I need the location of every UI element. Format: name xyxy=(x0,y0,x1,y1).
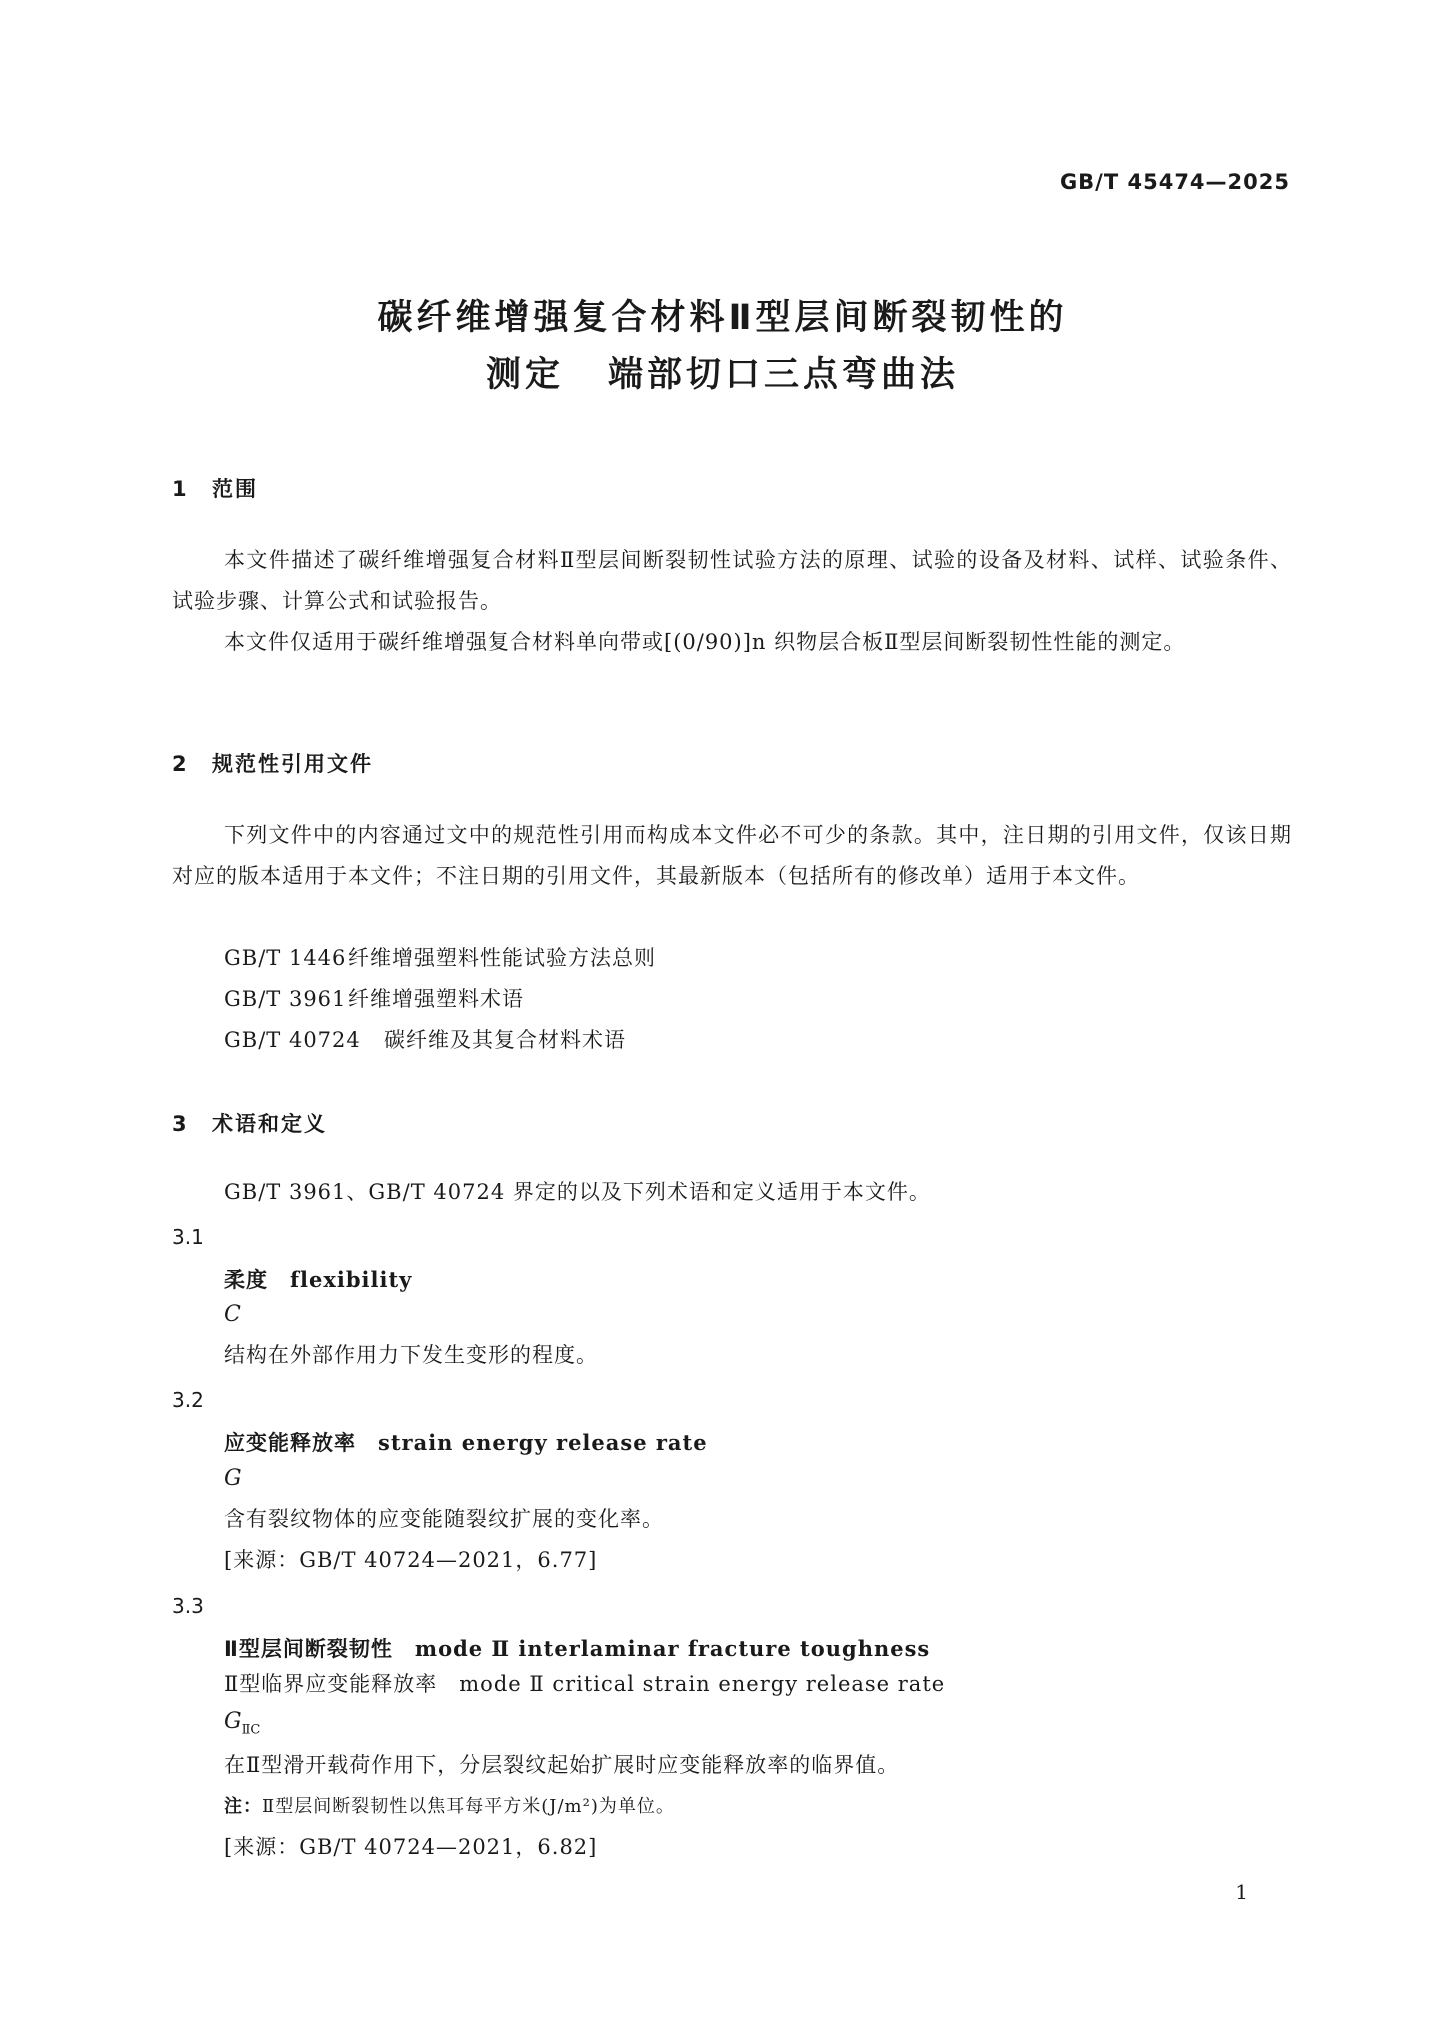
term-name-en: mode Ⅱ interlaminar fracture toughness xyxy=(414,1636,931,1661)
reference-name: 碳纤维及其复合材料术语 xyxy=(384,1028,626,1052)
term-number: 3.2 xyxy=(172,1388,204,1412)
section-title: 规范性引用文件 xyxy=(212,752,373,776)
term-name-en: strain energy release rate xyxy=(378,1430,708,1455)
title-part-a: 测定 xyxy=(485,355,564,395)
note-text: Ⅱ型层间断裂韧性以焦耳每平方米(J/m²)为单位。 xyxy=(262,1796,675,1817)
document-title-line-2 xyxy=(0,347,1445,397)
term-name xyxy=(224,1264,412,1294)
section-3-heading xyxy=(172,1108,327,1138)
reference-item xyxy=(224,979,524,1020)
term-definition: 含有裂纹物体的应变能随裂纹扩展的变化率。 xyxy=(224,1507,664,1531)
scope-paragraph-1: 本文件描述了碳纤维增强复合材料Ⅱ型层间断裂韧性试验方法的原理、试验的设备及材料、试样、试验条件、试验步骤、计算公式和试验报告。 xyxy=(172,548,1292,613)
reference-code: GB/T 1446 xyxy=(224,946,347,970)
term-name-en: flexibility xyxy=(290,1267,413,1292)
reference-item xyxy=(224,1020,626,1061)
term-definition: 在Ⅱ型滑开载荷作用下，分层裂纹起始扩展时应变能释放率的临界值。 xyxy=(224,1753,900,1777)
note-label: 注： xyxy=(224,1796,262,1817)
reference-item xyxy=(224,938,656,979)
reference-name: 纤维增强塑料术语 xyxy=(348,987,524,1011)
scope-paragraph-2: 本文件仅适用于碳纤维增强复合材料单向带或[(0/90)]n 织物层合板Ⅱ型层间断裂韧性性能的测定。 xyxy=(224,630,1186,654)
term-symbol: $G_{ⅡC}$ xyxy=(224,1709,261,1738)
document-title-line-1: 碳纤维增强复合材料Ⅱ型层间断裂韧性的 xyxy=(377,298,1068,338)
term-alternative-name: Ⅱ型临界应变能释放率 mode Ⅱ critical strain energy release rate xyxy=(224,1672,946,1696)
section-1-heading xyxy=(172,473,258,503)
symbol-subscript: ⅡC xyxy=(241,1722,261,1738)
term-name-zh: 柔度 xyxy=(224,1268,268,1292)
term-name xyxy=(224,1427,708,1457)
section-number: 1 xyxy=(172,477,189,501)
section-2-heading xyxy=(172,748,373,778)
section-number: 3 xyxy=(172,1112,189,1136)
term-name-zh: 应变能释放率 xyxy=(224,1431,356,1455)
term-symbol: C xyxy=(224,1302,241,1327)
section-number: 2 xyxy=(172,752,189,776)
section-title: 范围 xyxy=(212,477,258,501)
term-name-zh: Ⅱ型层间断裂韧性 xyxy=(224,1637,393,1661)
term-note xyxy=(224,1792,675,1818)
term-symbol: G xyxy=(224,1466,242,1491)
reference-code: GB/T 3961 xyxy=(224,987,347,1011)
section-title: 术语和定义 xyxy=(212,1112,327,1136)
page-number: 1 xyxy=(1235,1880,1248,1904)
term-number: 3.1 xyxy=(172,1225,204,1249)
reference-name: 纤维增强塑料性能试验方法总则 xyxy=(348,946,656,970)
term-number: 3.3 xyxy=(172,1594,204,1618)
term-source: [来源：GB/T 40724—2021，6.82] xyxy=(224,1835,598,1859)
term-source: [来源：GB/T 40724—2021，6.77] xyxy=(224,1548,598,1572)
term-name xyxy=(224,1633,930,1663)
reference-code: GB/T 40724 xyxy=(224,1028,361,1052)
standard-number: GB/T 45474—2025 xyxy=(1059,170,1290,194)
title-part-b: 端部切口三点弯曲法 xyxy=(608,355,960,395)
normative-references-paragraph: 下列文件中的内容通过文中的规范性引用而构成本文件必不可少的条款。其中，注日期的引用文件，仅该日期对应的版本适用于本文件；不注日期的引用文件，其最新版本（包括所有的修改单）适用于本文件。 xyxy=(172,823,1292,888)
terms-intro: GB/T 3961、GB/T 40724 界定的以及下列术语和定义适用于本文件。 xyxy=(224,1180,931,1204)
term-definition: 结构在外部作用力下发生变形的程度。 xyxy=(224,1343,598,1367)
